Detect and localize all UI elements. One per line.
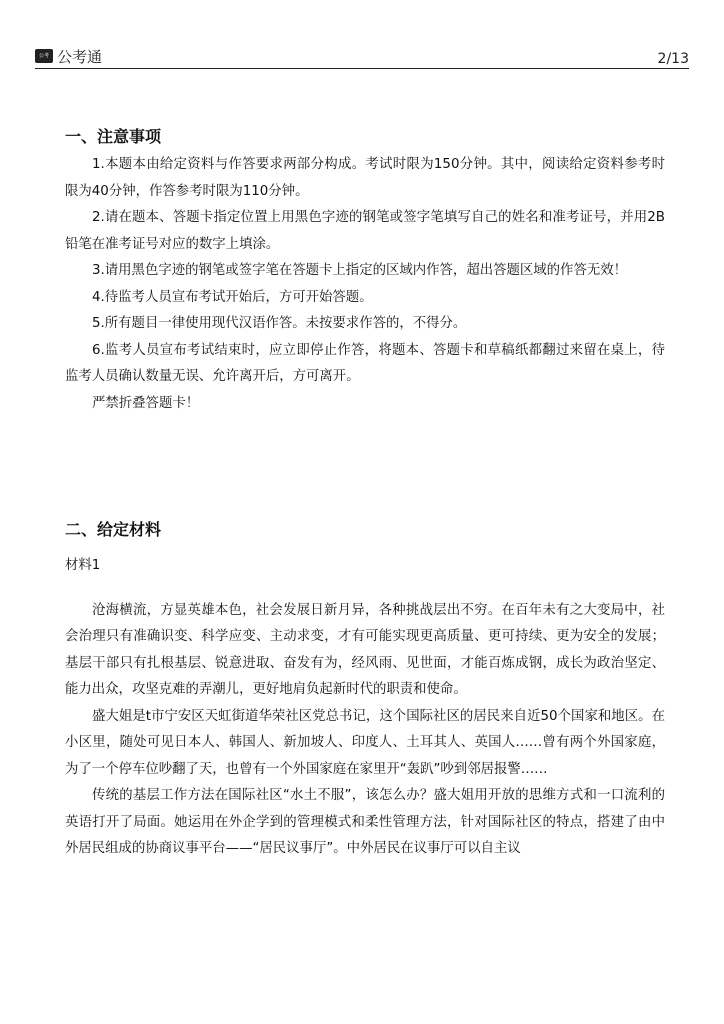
logo-mark-icon: 公考 [35, 49, 53, 63]
section-1-title: 一、注意事项 [65, 127, 162, 146]
document-body [65, 124, 665, 863]
page-number: 2/13 [657, 51, 689, 67]
notice-list [65, 152, 665, 417]
logo-text: 公考通 [57, 47, 103, 66]
material-paragraph: 盛大姐是t市宁安区天虹街道华荣社区党总书记，这个国际社区的居民来自近50个国家和地区。在小区里，随处可见日本人、韩国人、新加坡人、印度人、土耳其人、英国人……曾有两个外国家庭，为了一个停车位吵翻了天，也曾有一个外国家庭在家里开“轰趴”吵到邻居报警…… [65, 708, 665, 777]
notice-item: 4.待监考人员宣布考试开始后，方可开始答题。 [92, 289, 373, 305]
logo [35, 47, 102, 65]
notice-item: 2.请在题本、答题卡指定位置上用黑色字迹的钢笔或签字笔填写自己的姓名和准考证号，并用2B铅笔在准考证号对应的数字上填涂。 [65, 210, 665, 252]
notice-warning: 严禁折叠答题卡！ [92, 395, 200, 411]
material-text [65, 598, 665, 863]
notice-item: 1.本题本由给定资料与作答要求两部分构成。考试时限为150分钟。其中，阅读给定资料参考时限为40分钟，作答参考时限为110分钟。 [65, 157, 665, 199]
material-paragraph: 传统的基层工作方法在国际社区“水土不服”，该怎么办？盛大姐用开放的思维方式和一口流利的英语打开了局面。她运用在外企学到的管理模式和柔性管理方法，针对国际社区的特点，搭建了由中外居民组成的协商议事平台——“居民议事厅”。中外居民在议事厅可以自主议 [65, 788, 665, 856]
material-label: 材料1 [65, 558, 101, 573]
notice-item: 3.请用黑色字迹的钢笔或签字笔在答题卡上指定的区域内作答，超出答题区域的作答无效！ [92, 263, 628, 278]
section-2-title: 二、给定材料 [65, 520, 162, 539]
notice-item: 5.所有题目一律使用现代汉语作答。未按要求作答的，不得分。 [92, 316, 467, 331]
page-header [35, 44, 689, 69]
notice-item: 6.监考人员宣布考试结束时，应立即停止作答，将题本、答题卡和草稿纸都翻过来留在桌上，待监考人员确认数量无误、允许离开后，方可离开。 [65, 342, 665, 384]
material-paragraph: 沧海横流，方显英雄本色，社会发展日新月异，各种挑战层出不穷。在百年未有之大变局中，社会治理只有准确识变、科学应变、主动求变，才有可能实现更高质量、更可持续、更为安全的发展；基层干部只有扎根基层、锐意进取、奋发有为，经风雨、见世面，才能百炼成钢，成长为政治坚定、能力出众，攻坚克难的弄潮儿，更好地肩负起新时代的职责和使命。 [65, 602, 665, 697]
